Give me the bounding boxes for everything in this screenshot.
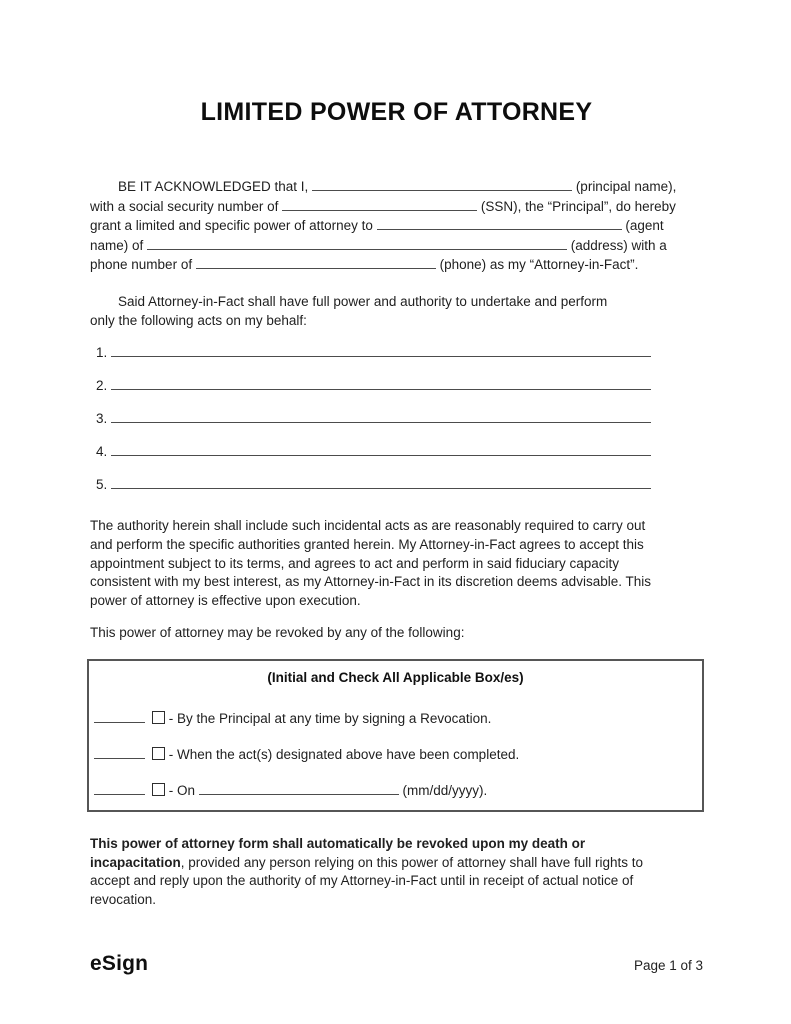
text-run: (address) with a xyxy=(567,237,667,253)
text-run: with a social security number of xyxy=(90,198,283,214)
text-run: (mm/dd/yyyy). xyxy=(398,782,488,798)
text-run: 2. xyxy=(96,378,112,394)
text-run: 3. xyxy=(96,410,112,426)
phone-blank[interactable] xyxy=(196,255,436,269)
text-run: (agent xyxy=(621,218,664,234)
text-line xyxy=(90,854,703,873)
text-line xyxy=(90,891,703,910)
text-run: revocation. xyxy=(90,892,157,908)
act-5-blank[interactable] xyxy=(111,475,651,489)
act-4-blank[interactable] xyxy=(111,442,651,456)
text-run: name) of xyxy=(90,237,148,253)
initials-blank[interactable] xyxy=(94,781,145,795)
text-line: The authority herein shall include such incidental acts as are reasonably required to carry out xyxy=(90,518,646,534)
text-run: - On xyxy=(165,782,199,798)
text-run: 5. xyxy=(96,476,112,492)
revocation-options xyxy=(89,709,702,800)
revocation-box xyxy=(87,659,704,812)
checkbox-icon[interactable] xyxy=(152,747,165,760)
text-line xyxy=(90,177,703,197)
checkbox-icon[interactable] xyxy=(152,711,165,724)
text-line: only the following acts on my behalf: xyxy=(90,312,307,328)
footer xyxy=(90,952,703,976)
document-title: LIMITED POWER OF ATTORNEY xyxy=(200,98,593,126)
text-line xyxy=(90,872,703,891)
text-line xyxy=(90,236,703,256)
text-run: (phone) as my “Attorney-in-Fact”. xyxy=(435,257,639,273)
text-line: appointment subject to its terms, and agrees to act and perform in said fiduciary capacity xyxy=(90,555,620,571)
acts-list xyxy=(90,343,703,494)
act-2-blank[interactable] xyxy=(111,376,651,390)
act-3-blank[interactable] xyxy=(111,409,651,423)
text-line: consistent with my best interest, as my Attorney-in-Fact in its discretion deems advisable. This xyxy=(90,574,651,590)
checkbox-icon[interactable] xyxy=(152,783,165,796)
text-run: phone number of xyxy=(90,257,196,273)
text-line xyxy=(96,343,703,363)
text-line xyxy=(94,781,702,801)
text-line xyxy=(94,745,702,765)
text-run: grant a limited and specific power of attorney to xyxy=(90,218,377,234)
text-line: power of attorney is effective upon execution. xyxy=(90,592,361,608)
text-run: - When the act(s) designated above have been completed. xyxy=(165,747,520,763)
act-1-blank[interactable] xyxy=(111,343,651,357)
revocation-date-blank[interactable] xyxy=(199,781,399,795)
text-run: - By the Principal at any time by signing a Revocation. xyxy=(165,711,492,727)
agent-name-blank[interactable] xyxy=(377,216,622,230)
text-run: (SSN), the “Principal”, do hereby xyxy=(477,198,676,214)
text-run: BE IT ACKNOWLEDGED that I, xyxy=(118,179,313,194)
text-line xyxy=(90,216,703,236)
initials-blank[interactable] xyxy=(94,709,145,723)
death-clause xyxy=(90,835,703,909)
text-run: accept and reply upon the authority of my Attorney-in-Fact until in receipt of actual notice of xyxy=(90,873,634,889)
text-run: 1. xyxy=(96,345,112,361)
principal-name-blank[interactable] xyxy=(312,177,572,191)
text-line xyxy=(90,197,703,217)
revocation-lead: This power of attorney may be revoked by any of the following: xyxy=(90,625,465,641)
text-line xyxy=(96,475,703,495)
text-run: (principal name), xyxy=(572,179,677,194)
text-run: , provided any person relying on this power of attorney shall have full rights to xyxy=(180,854,644,870)
text-line xyxy=(90,255,703,275)
box-heading: (Initial and Check All Applicable Box/es) xyxy=(267,669,524,685)
page-number: Page 1 of 3 xyxy=(633,958,703,973)
powers-paragraph xyxy=(90,293,703,330)
text-run: incapacitation xyxy=(90,854,181,870)
text-line xyxy=(94,709,702,729)
text-run: This power of attorney form shall automatically be revoked upon my death or xyxy=(90,836,586,852)
text-run: 4. xyxy=(96,443,112,459)
address-blank[interactable] xyxy=(147,236,567,250)
intro-paragraph xyxy=(90,177,703,275)
brand-logo: eSign xyxy=(90,952,149,975)
authority-paragraph xyxy=(90,517,703,610)
text-line xyxy=(90,835,703,854)
text-line: and perform the specific authorities granted herein. My Attorney-in-Fact agrees to accept this xyxy=(90,536,644,552)
text-line xyxy=(96,376,703,396)
ssn-blank[interactable] xyxy=(282,197,477,211)
text-line: Said Attorney-in-Fact shall have full power and authority to undertake and perform xyxy=(118,293,608,309)
text-line xyxy=(96,409,703,429)
text-line xyxy=(96,442,703,462)
initials-blank[interactable] xyxy=(94,745,145,759)
